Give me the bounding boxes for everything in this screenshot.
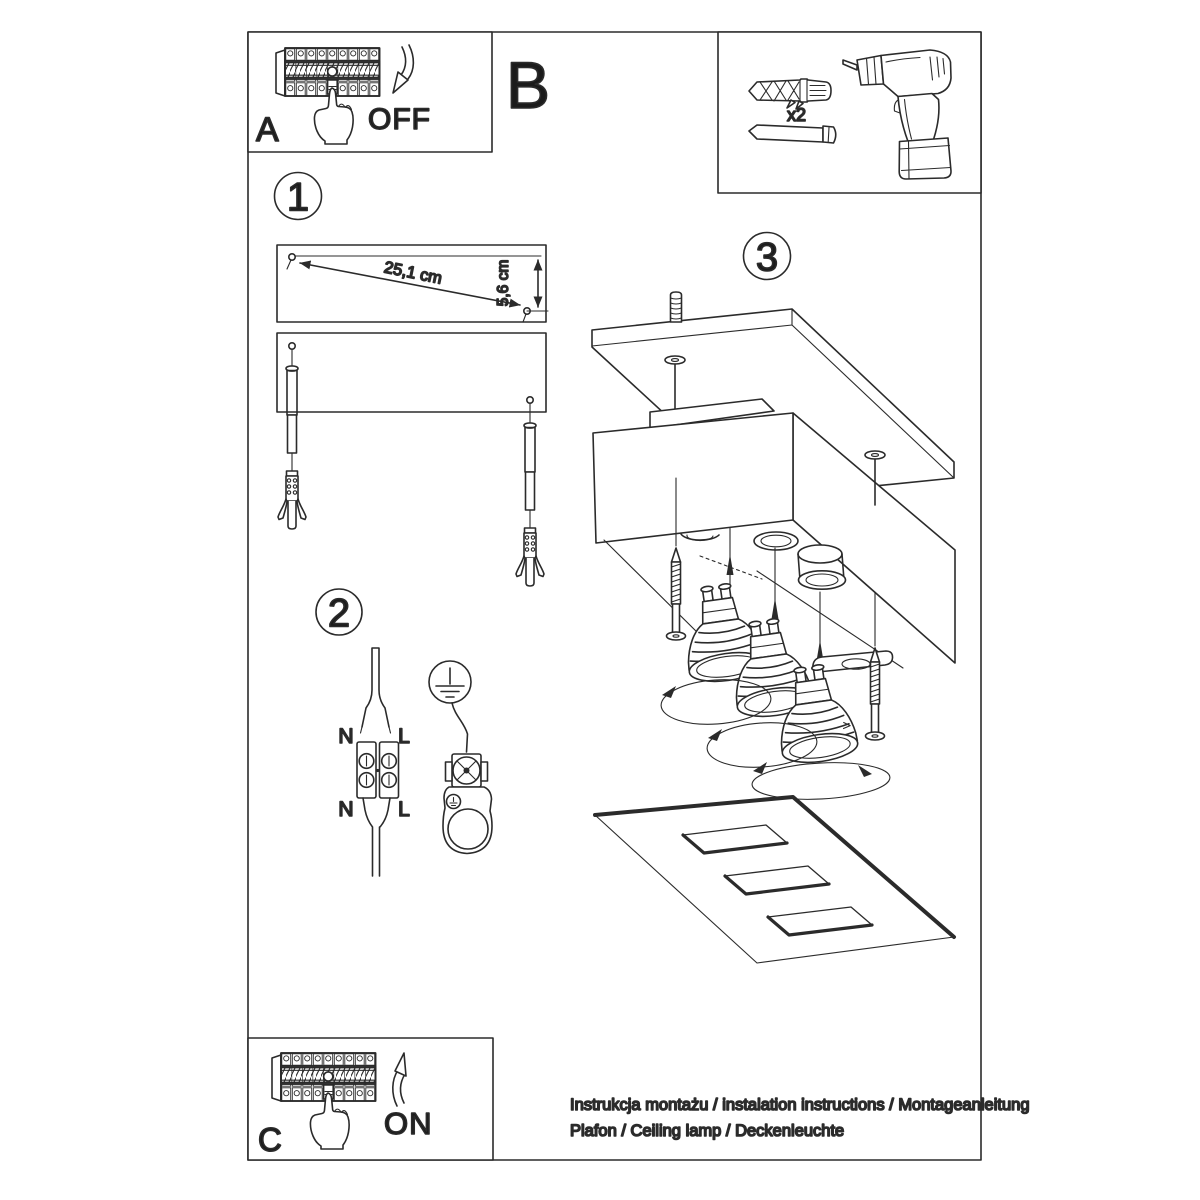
- wire-l-top: L: [398, 725, 410, 748]
- terminal-block-wiring: [338, 648, 409, 876]
- lower-mounting-bracket: [813, 651, 893, 672]
- wire-l-bottom: L: [398, 798, 410, 821]
- vertical-dimension: 5,6 cm: [495, 259, 512, 307]
- panel-c-action-label: ON: [384, 1106, 433, 1141]
- threaded-stud-icon: [671, 292, 682, 322]
- diagonal-dimension: 25,1 cm: [382, 258, 444, 288]
- panel-b-label: B: [506, 48, 551, 122]
- ground-connector: [429, 661, 492, 854]
- bulb-socket-right: [798, 545, 846, 589]
- wire-n-bottom: N: [338, 798, 354, 821]
- footer: [570, 1096, 1030, 1140]
- page-frame: [248, 32, 981, 1160]
- panel-c-label: C: [258, 1121, 282, 1158]
- body-inner-edge-left: [604, 540, 706, 641]
- panel-a: [248, 32, 492, 152]
- panel-a-action-label: OFF: [368, 103, 431, 136]
- drilling-template-plugs: [277, 333, 546, 586]
- bulb-socket-left: [681, 534, 719, 541]
- footer-line-1: Instrukcja montażu / instalation instructions / Montageanleitung: [570, 1096, 1030, 1114]
- step-2: [316, 589, 492, 876]
- step-1-number: 1: [286, 175, 310, 220]
- footer-line-2: Plafon / Ceiling lamp / Deckenleuchte: [570, 1122, 845, 1140]
- panel-a-label: A: [256, 111, 279, 149]
- step-3: [592, 233, 955, 964]
- step-2-number: 2: [327, 591, 351, 636]
- drilling-template-dimensions: [277, 245, 548, 322]
- panel-c: [248, 1038, 493, 1160]
- wire-n-top: N: [338, 725, 354, 748]
- cover-plate: [595, 797, 954, 963]
- panel-b: [718, 32, 981, 193]
- step-3-number: 3: [755, 235, 779, 280]
- step-1: [275, 173, 549, 587]
- quantity-label: x2: [787, 105, 807, 125]
- bulb-socket-middle: [754, 532, 798, 550]
